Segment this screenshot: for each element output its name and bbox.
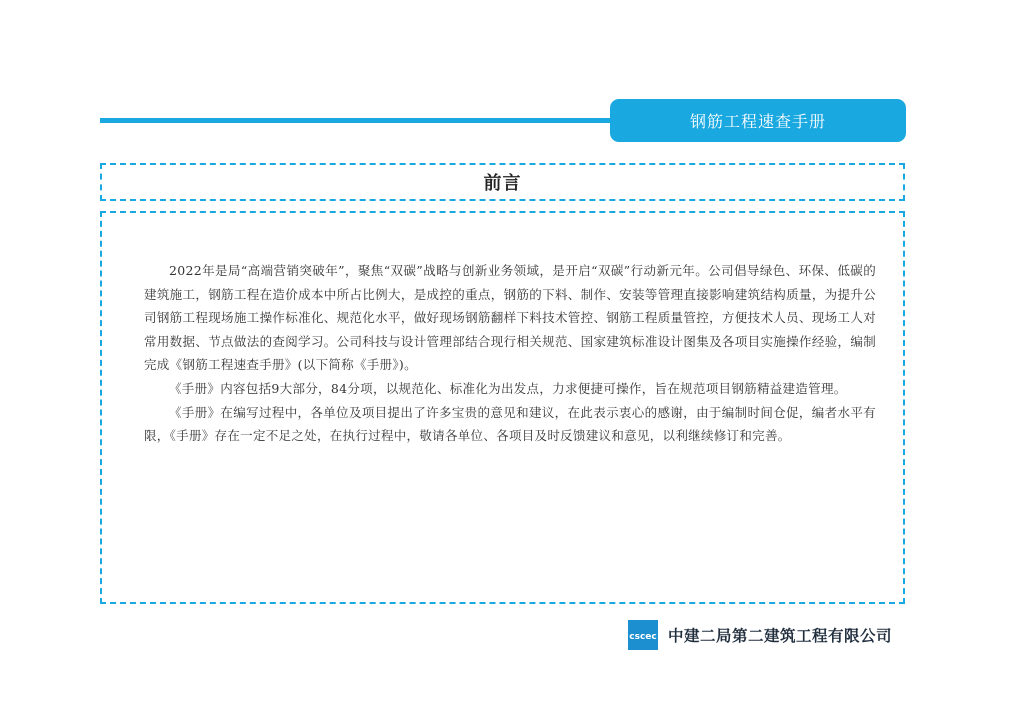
- preface-body: [144, 259, 876, 448]
- header-rule: [100, 118, 620, 123]
- content-box: [100, 211, 905, 604]
- section-title: 前言: [483, 173, 522, 194]
- footer: [628, 620, 892, 650]
- preface-paragraph: 《手册》内容包括9大部分，84分项，以规范化、标准化为出发点，力求便捷可操作，旨在规范项目钢筋精益建造管理。: [169, 380, 847, 396]
- preface-paragraph: 2022年是局“高端营销突破年”，聚焦“双碳”战略与创新业务领域，是开启“双碳”行动新元年。公司倡导绿色、环保、低碳的建筑施工，钢筋工程在造价成本中所占比例大，是成控的重点，钢筋的下料、制作、安装等管理直接影响建筑结构质量，为提升公司钢筋工程现场施工操作标准化、规范化水平，做好现场钢筋翻样下料技术管控、钢筋工程质量管控，方便技术人员、现场工人对常用数据、节点做法的查阅学习。公司科技与设计管理部结合现行相关规范、国家建筑标准设计图集及各项目实施操作经验，编制完成《钢筋工程速查手册》(以下简称《手册》)。: [144, 263, 876, 373]
- document-title: 钢筋工程速查手册: [689, 112, 826, 131]
- section-title-box: [100, 163, 905, 201]
- document-title-tab: [610, 99, 906, 142]
- logo-text: cscec: [629, 632, 657, 642]
- company-logo-icon: [628, 620, 658, 650]
- preface-paragraph: 《手册》在编写过程中，各单位及项目提出了许多宝贵的意见和建议，在此表示衷心的感谢，由于编制时间仓促，编者水平有限，《手册》存在一定不足之处，在执行过程中，敬请各单位、各项目及时反馈建议和意见，以利继续修订和完善。: [144, 404, 876, 444]
- company-name: 中建二局第二建筑工程有限公司: [668, 627, 893, 645]
